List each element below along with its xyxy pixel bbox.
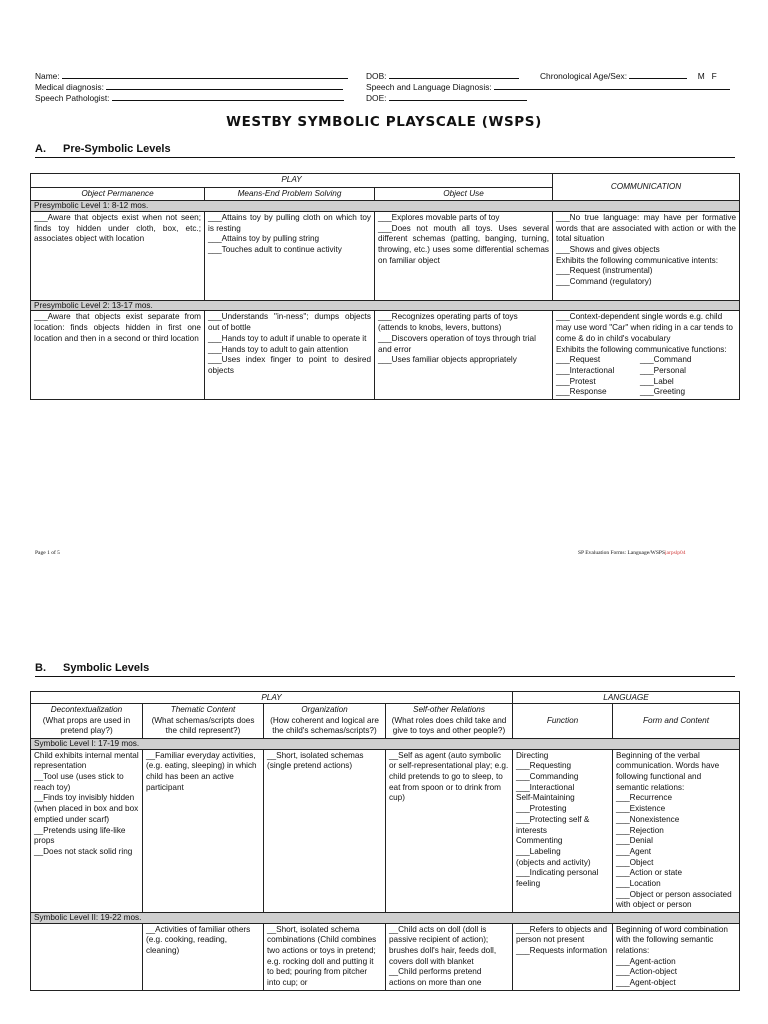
column-title: Self-other Relations <box>413 705 485 714</box>
function-item: ___Response <box>556 387 607 397</box>
table-cell <box>386 923 513 990</box>
communication-header: COMMUNICATION <box>553 174 740 201</box>
level-label: Symbolic Level II: 19-22 mos. <box>31 913 740 924</box>
cell-item: ___Denial <box>616 836 653 846</box>
footer-form-code: jarpslp04 <box>665 550 686 556</box>
medical-diagnosis-field[interactable] <box>35 81 343 93</box>
cell-item: ___Object <box>616 857 654 867</box>
function-item: ___Label <box>640 376 674 386</box>
cell-item: ___Hands toy to adult if unable to operate it <box>208 333 367 343</box>
table-cell <box>513 923 613 990</box>
cell-item: __Pretends using life-like props <box>34 825 126 846</box>
cell-item: ___Uses familiar objects appropriately <box>378 355 517 365</box>
table-cell <box>31 311 205 400</box>
presymbolic-table <box>30 173 740 400</box>
cell-item: ___Context-dependent single words e.g. child may use word "Car" when riding in a car tends to come & do in child's vocabulary <box>556 312 733 343</box>
cell-item: ___Attains toy by pulling cloth on which toy is resting <box>208 212 371 233</box>
name-label: Name: <box>35 71 60 81</box>
cell-item: ___Protecting self & interests <box>516 814 590 835</box>
footer-form-name <box>578 550 686 556</box>
table-cell <box>553 311 740 400</box>
table-cell <box>31 211 205 300</box>
name-field[interactable] <box>35 70 348 82</box>
cell-item: ___Request (instrumental) <box>556 266 653 276</box>
symbolic-table <box>30 691 740 991</box>
cell-item: ___Interactional <box>516 782 575 792</box>
cell-item: (objects and activity) <box>516 857 591 867</box>
level-label: Presymbolic Level 1: 8-12 mos. <box>31 201 740 212</box>
cell-item: ___Commanding <box>516 772 579 782</box>
cell-item: ___Requests information <box>516 946 608 956</box>
level-label: Presymbolic Level 2: 13-17 mos. <box>31 300 740 311</box>
cell-item: ___No true language: may have per formative words that are associated with action or with the total situation <box>556 212 736 244</box>
cell-item: ___Action or state <box>616 868 683 878</box>
column-subtitle: (What schemas/scripts does the child represent?) <box>151 715 255 736</box>
function-item: ___Protest <box>556 376 596 386</box>
cell-item: ___Indicating personal feeling <box>516 868 599 889</box>
footer-form-text: SP Evaluation Forms: Language/WSPS <box>578 550 666 556</box>
cell-item: ___Aware that objects exist when not seen; finds toy hidden under cloth, box, etc.; associates object with location <box>34 212 201 244</box>
table-cell <box>613 923 740 990</box>
cell-item: ___Requesting <box>516 761 572 771</box>
chron-age-line[interactable] <box>629 70 687 79</box>
cell-item: ___Command (regulatory) <box>556 277 652 287</box>
cell-item: __Does not stack solid ring <box>34 846 133 856</box>
cell-item: Exhibits the following communicative intents: <box>556 255 719 265</box>
table-cell <box>386 749 513 913</box>
cell-item: ___Refers to objects and person not present <box>516 924 608 945</box>
language-header: LANGUAGE <box>513 692 740 704</box>
speech-language-diagnosis-field[interactable] <box>366 81 730 93</box>
cell-item: ___Touches adult to continue activity <box>208 245 342 255</box>
cell-item: Exhibits the following communicative functions: <box>556 344 727 354</box>
table-cell <box>31 749 143 913</box>
column-subtitle: (What props are used in pretend play?) <box>42 715 131 736</box>
column-header: Object Use <box>375 187 553 201</box>
table-cell <box>205 211 375 300</box>
cell-item: ___Shows and gives objects <box>556 245 660 255</box>
cell-item: __Child performs pretend actions on more than one <box>389 967 482 988</box>
cell-item: Directing <box>516 750 549 760</box>
column-header <box>264 704 386 739</box>
section-a-heading <box>35 143 735 158</box>
function-row <box>556 387 736 398</box>
column-header <box>143 704 264 739</box>
cell-item: ___Agent-action <box>616 956 676 966</box>
doe-field[interactable] <box>366 92 527 104</box>
dob-field[interactable] <box>366 70 519 82</box>
table-cell <box>31 923 143 990</box>
medical-diagnosis-label: Medical diagnosis: <box>35 82 104 92</box>
cell-item: Beginning of word combination with the following semantic relations: <box>616 924 728 956</box>
column-header: Means-End Problem Solving <box>205 187 375 201</box>
speech-pathologist-field[interactable] <box>35 92 344 104</box>
column-header: Function <box>513 704 613 739</box>
table-cell <box>375 211 553 300</box>
dob-line[interactable] <box>389 70 519 79</box>
function-item: ___Personal <box>640 365 686 375</box>
table-cell <box>513 749 613 913</box>
function-item: ___Greeting <box>640 387 686 397</box>
document-title: WESTBY SYMBOLIC PLAYSCALE (WSPS) <box>226 114 542 130</box>
chron-age-field[interactable] <box>540 70 717 82</box>
section-b-heading <box>35 662 735 677</box>
table-cell <box>143 923 264 990</box>
section-a-letter: A. <box>35 143 46 155</box>
cell-item: ___Recurrence <box>616 793 672 803</box>
cell-item: __Tool use (uses stick to reach toy) <box>34 772 124 792</box>
cell-item: ___Hands toy to adult to gain attention <box>208 344 349 354</box>
table-cell <box>205 311 375 400</box>
cell-item: __Finds toy invisibly hidden (when placed in box and box emptied under scarf) <box>34 793 139 824</box>
cell-item: Beginning of the verbal communication. Words have following functional and semantic relations: <box>616 750 720 792</box>
function-item: ___Interactional <box>556 365 615 375</box>
play-header: PLAY <box>31 174 553 188</box>
column-header <box>386 704 513 739</box>
page-number: Page 1 of 5 <box>35 550 60 556</box>
cell-item: ___Agent-object <box>616 978 676 988</box>
cell-item: __Child acts on doll (doll is passive recipient of action); brushes doll's hair, feeds doll, covers doll with blanket <box>389 924 497 966</box>
cell-item: ___Labeling <box>516 846 561 856</box>
speech-language-diagnosis-line[interactable] <box>494 81 730 90</box>
cell-item: ___Recognizes operating parts of toys (attends to knobs, levers, buttons) <box>378 312 518 333</box>
cell-item: Commenting <box>516 836 563 846</box>
cell-item: __Short, isolated schema combinations (Child combines two actions or toys in pretend; e.g. rocking doll and putting it to bed; pouring from pitcher into cup; or <box>267 924 377 988</box>
section-b-title: Symbolic Levels <box>63 662 150 674</box>
function-row <box>556 355 736 366</box>
column-header <box>31 704 143 739</box>
cell-item: __Short, isolated schemas (single pretend actions) <box>267 750 364 771</box>
play-header: PLAY <box>31 692 513 704</box>
speech-pathologist-line[interactable] <box>112 92 344 101</box>
cell-item: ___Attains toy by pulling string <box>208 234 320 244</box>
table-cell <box>375 311 553 400</box>
cell-item: ___Rejection <box>616 825 664 835</box>
column-header: Object Permanence <box>31 187 205 201</box>
medical-diagnosis-line[interactable] <box>106 81 343 90</box>
column-subtitle: (What roles does child take and give to toys and other people?) <box>391 715 507 736</box>
function-item: ___Command <box>640 355 692 365</box>
column-subtitle: (How coherent and logical are the child's schemas/scripts?) <box>270 715 379 736</box>
cell-item: ___Nonexistence <box>616 814 680 824</box>
column-title: Organization <box>301 705 348 714</box>
section-b-letter: B. <box>35 662 46 674</box>
table-cell <box>264 923 386 990</box>
section-a-title: Pre-Symbolic Levels <box>63 143 171 155</box>
cell-item: ___Location <box>616 879 661 889</box>
dob-label: DOB: <box>366 71 387 81</box>
column-title: Thematic Content <box>170 705 236 714</box>
function-row <box>556 377 736 388</box>
cell-item: Child exhibits internal mental representation <box>34 750 139 771</box>
cell-item: __Self as agent (auto symbolic or self-representational play; e.g. child pretends to go to sleep, to eat from spoon or to drink from cup) <box>389 750 509 803</box>
chron-age-label: Chronological Age/Sex: <box>540 71 628 81</box>
speech-pathologist-label: Speech Pathologist: <box>35 93 110 103</box>
table-cell <box>553 211 740 300</box>
column-header: Form and Content <box>613 704 740 739</box>
cell-item: ___Agent <box>616 846 652 856</box>
cell-item: ___Protesting <box>516 804 567 814</box>
cell-item: __Familiar everyday activities, (e.g. eating, sleeping) in which child has been an active participant <box>146 750 257 792</box>
cell-item: ___Object or person associated with object or person <box>616 889 732 910</box>
sex-options: M F <box>697 71 717 81</box>
cell-item: ___Aware that objects exist separate from location: finds objects hidden in first one location and then in a second or third location <box>34 312 201 343</box>
cell-item: ___Uses index finger to point to desired objects <box>208 355 371 375</box>
function-row <box>556 366 736 377</box>
doe-line[interactable] <box>389 92 527 101</box>
level-label: Symbolic Level I: 17-19 mos. <box>31 739 740 750</box>
speech-language-diagnosis-label: Speech and Language Diagnosis: <box>366 82 492 92</box>
cell-item: ___Does not mouth all toys. Uses several different schemas (patting, banging, turning, throwing, etc.) uses some differential schemas on familiar object <box>378 223 549 265</box>
table-cell <box>143 749 264 913</box>
cell-item: ___Discovers operation of toys through trial and error <box>378 333 536 354</box>
doe-label: DOE: <box>366 93 387 103</box>
cell-item: Self-Maintaining <box>516 793 575 803</box>
table-cell <box>613 749 740 913</box>
cell-item: ___Action-object <box>616 967 678 977</box>
function-item: ___Request <box>556 355 601 365</box>
table-cell <box>264 749 386 913</box>
cell-item: __Activities of familiar others (e.g. cooking, reading, cleaning) <box>146 924 251 956</box>
column-title: Decontextualization <box>50 705 123 714</box>
cell-item: ___Understands "in-ness"; dumps objects out of bottle <box>208 312 371 333</box>
name-line[interactable] <box>62 70 348 79</box>
cell-item: ___Explores movable parts of toy <box>378 212 500 222</box>
cell-item: ___Existence <box>616 804 666 814</box>
